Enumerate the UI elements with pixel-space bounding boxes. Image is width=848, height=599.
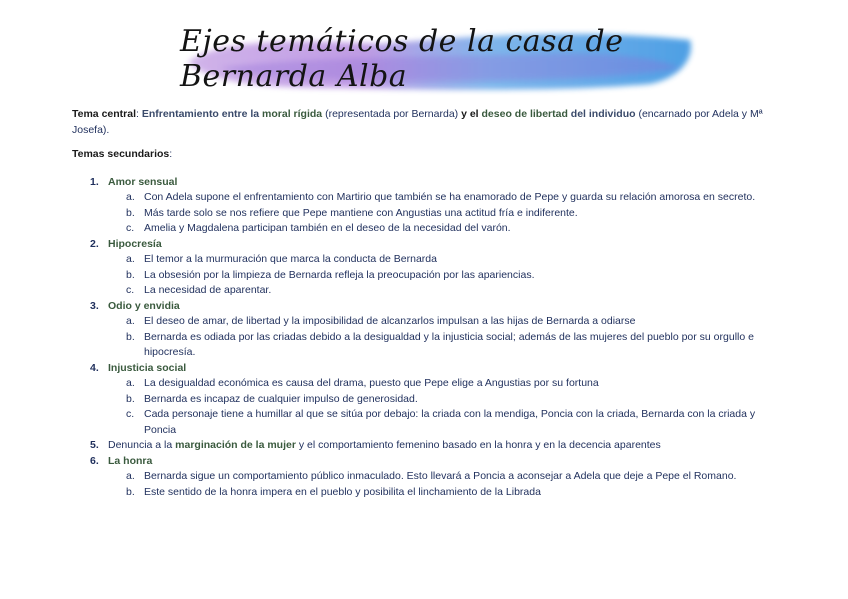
subtheme-letter: a. bbox=[126, 191, 135, 203]
subtheme-text: Más tarde solo se nos refiere que Pepe mantiene con Angustias una actitud fría e indiferente. bbox=[144, 206, 578, 219]
theme-item bbox=[72, 454, 772, 501]
subtheme-list bbox=[108, 469, 772, 500]
theme-prefix: Denuncia a la bbox=[108, 439, 176, 451]
subtheme-list bbox=[108, 314, 772, 361]
subtheme-item bbox=[72, 252, 772, 268]
subtheme-item bbox=[72, 268, 772, 284]
subtheme-item bbox=[72, 314, 772, 330]
document-body bbox=[72, 107, 772, 500]
subtheme-text: Este sentido de la honra impera en el pueblo y posibilita el linchamiento de la Librada bbox=[144, 485, 541, 498]
subtheme-letter: a. bbox=[126, 470, 135, 482]
subtheme-letter: c. bbox=[126, 408, 135, 420]
theme-number: 5. bbox=[90, 439, 99, 451]
secondary-themes-heading: Temas secundarios: bbox=[72, 148, 173, 160]
subtheme-item bbox=[72, 407, 772, 438]
subtheme-item bbox=[72, 206, 772, 222]
subtheme-text: Bernarda sigue un comportamiento público inmaculado. Esto llevará a Poncia a aconsejar a Adela que deje a Pepe el Romano. bbox=[144, 470, 737, 482]
subtheme-text: La desigualdad económica es causa del drama, puesto que Pepe elige a Angustias por su fortuna bbox=[144, 377, 599, 389]
theme-line bbox=[108, 454, 772, 470]
central-theme-paragraph: Tema central: Enfrentamiento entre la moral rígida (representada por Bernarda) y el deseo de libertad del individuo (encarnado por Adela y Mª Josefa). bbox=[72, 108, 763, 136]
theme-number: 6. bbox=[90, 454, 99, 467]
subtheme-text: Cada personaje tiene a humillar al que se sitúa por debajo: la criada con la mendiga, Poncia con la criada, Bernarda con la criada y Poncia bbox=[144, 408, 756, 436]
theme-title: Amor sensual bbox=[108, 175, 178, 188]
subtheme-text: Bernarda es odiada por las criadas debido a la desigualdad y la injusticia social; además de las mujeres del pueblo por su orgullo e hipocresía. bbox=[144, 330, 754, 358]
subtheme-item bbox=[72, 485, 772, 501]
subtheme-list bbox=[108, 190, 772, 237]
subtheme-letter: c. bbox=[126, 222, 135, 234]
subtheme-text: Con Adela supone el enfrentamiento con Martirio que también se ha enamorado de Pepe y guarda su relación amorosa en secreto. bbox=[144, 191, 756, 203]
central-theme-label: Tema central bbox=[72, 108, 136, 120]
theme-suffix: y el comportamiento femenino basado en la honra y en la decencia aparentes bbox=[295, 439, 661, 451]
subtheme-letter: a. bbox=[126, 315, 135, 327]
subtheme-letter: a. bbox=[126, 253, 135, 265]
theme-title: Odio y envidia bbox=[108, 299, 180, 312]
theme-line bbox=[108, 438, 772, 454]
subtheme-text: Amelia y Magdalena participan también en el deseo de la necesidad del varón. bbox=[144, 222, 511, 234]
theme-number: 1. bbox=[90, 175, 99, 188]
title-banner bbox=[180, 18, 700, 100]
subtheme-letter: b. bbox=[126, 392, 135, 405]
subtheme-text: Bernarda es incapaz de cualquier impulso de generosidad. bbox=[144, 392, 418, 405]
theme-line bbox=[108, 237, 772, 253]
theme-line bbox=[108, 299, 772, 315]
subtheme-letter: a. bbox=[126, 377, 135, 389]
subtheme-item bbox=[72, 469, 772, 485]
subtheme-text: La obsesión por la limpieza de Bernarda refleja la preocupación por las apariencias. bbox=[144, 268, 535, 281]
subtheme-item bbox=[72, 376, 772, 392]
subtheme-item bbox=[72, 221, 772, 237]
subtheme-list bbox=[108, 376, 772, 438]
subtheme-letter: b. bbox=[126, 206, 135, 219]
subtheme-letter: b. bbox=[126, 268, 135, 281]
theme-title: Hipocresía bbox=[108, 237, 162, 250]
theme-item bbox=[72, 438, 772, 454]
theme-title: La honra bbox=[108, 454, 153, 467]
theme-title: marginación de la mujer bbox=[175, 439, 296, 451]
subtheme-item bbox=[72, 190, 772, 206]
subtheme-letter: c. bbox=[126, 284, 135, 296]
theme-item bbox=[72, 361, 772, 439]
theme-item bbox=[72, 175, 772, 237]
subtheme-item bbox=[72, 330, 772, 361]
subtheme-letter: b. bbox=[126, 330, 135, 343]
subtheme-item bbox=[72, 392, 772, 408]
subtheme-text: El deseo de amar, de libertad y la imposibilidad de alcanzarlos impulsan a las hijas de Bernarda a odiarse bbox=[144, 315, 636, 327]
theme-number: 3. bbox=[90, 299, 99, 312]
page-title: Ejes temáticos de la casa de Bernarda Alba bbox=[180, 24, 624, 94]
theme-number: 4. bbox=[90, 361, 99, 374]
theme-number: 2. bbox=[90, 237, 99, 250]
theme-title: Injusticia social bbox=[108, 361, 187, 374]
theme-line bbox=[108, 361, 772, 377]
theme-line bbox=[108, 175, 772, 191]
subtheme-list bbox=[108, 252, 772, 299]
subtheme-letter: b. bbox=[126, 485, 135, 498]
subtheme-text: El temor a la murmuración que marca la conducta de Bernarda bbox=[144, 253, 437, 265]
subtheme-text: La necesidad de aparentar. bbox=[144, 284, 272, 296]
theme-item bbox=[72, 237, 772, 299]
themes-list bbox=[72, 175, 772, 501]
theme-item bbox=[72, 299, 772, 361]
subtheme-item bbox=[72, 283, 772, 299]
